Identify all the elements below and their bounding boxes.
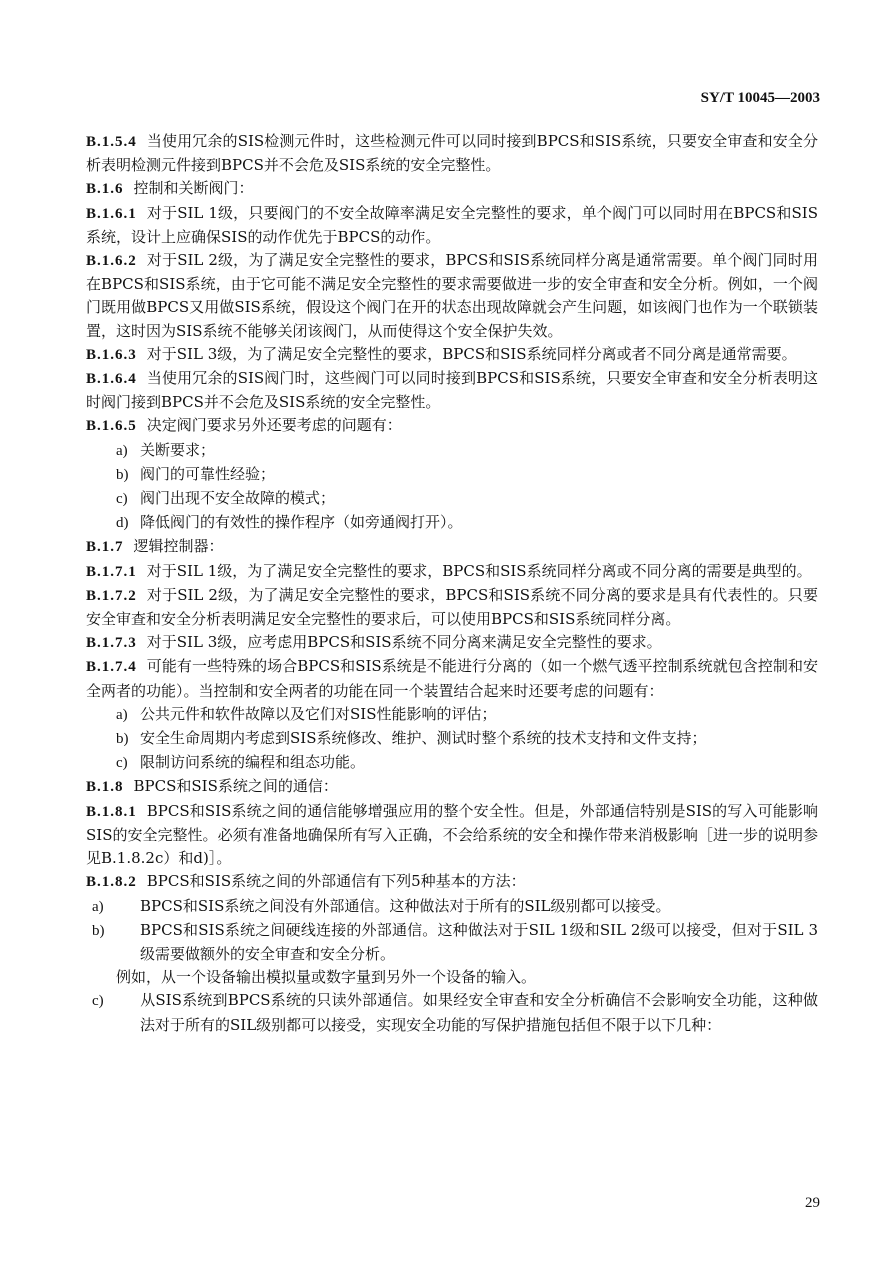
list-item (86, 463, 818, 487)
clause-text: 对于SIL 2级，为了满足安全完整性的要求，BPCS和SIS系统同样分离是通常需要。单个阀门同时用在BPCS和SIS系统，由于它可能不满足安全完整性的要求需要做进一步的安全审查和安全分析。例如，一个阀门既用做BPCS又用做SIS系统，假设这个阀门在开的状态出现故障就会产生问题，如该阀门也作为一个联锁装置，这时因为SIS系统不能够关闭该阀门，从而使得这个安全保护失效。 (86, 251, 818, 340)
clause-text: 逻辑控制器： (133, 537, 224, 556)
clause-b162 (86, 249, 818, 343)
clause-number: B.1.7.3 (86, 635, 137, 652)
list-item (86, 703, 818, 727)
document-body (86, 130, 818, 1037)
clause-number: B.1.8.1 (86, 803, 137, 820)
clause-text: 对于SIL 3级，应考虑用BPCS和SIS系统不同分离来满足安全完整性的要求。 (146, 633, 662, 652)
list-item (86, 511, 818, 535)
example-note (86, 966, 818, 989)
clause-b171 (86, 560, 818, 584)
clause-number: B.1.6 (86, 181, 124, 198)
clause-number: B.1.6.4 (86, 371, 137, 388)
clause-number: B.1.7.2 (86, 587, 137, 604)
list-item-text: BPCS和SIS系统之间硬线连接的外部通信。这种做法对于SIL 1级和SIL 2级可以接受，但对于SIL 3级需要做额外的安全审查和安全分析。 (140, 920, 818, 963)
clause-number: B.1.7 (86, 539, 124, 556)
list-item (86, 751, 818, 775)
list-item-text: 公共元件和软件故障以及它们对SIS性能影响的评估； (140, 704, 497, 723)
list-item-text: 关断要求； (140, 440, 216, 459)
list-item-text: 降低阀门的有效性的操作程序（如旁通阀打开）。 (140, 513, 463, 532)
clause-text: 对于SIL 1级，为了满足安全完整性的要求，BPCS和SIS系统同样分离或不同分离的需要是典型的。 (146, 561, 812, 580)
clause-text: 控制和关断阀门： (133, 179, 254, 198)
clause-b18 (86, 775, 818, 799)
list-item-text: 安全生命周期内考虑到SIS系统修改、维护、测试时整个系统的技术支持和文件支持； (140, 729, 707, 748)
list-marker: a) (116, 706, 128, 723)
list-marker: b) (116, 731, 129, 748)
clause-number: B.1.6.1 (86, 205, 137, 222)
list-marker: b) (116, 466, 129, 483)
clause-text: BPCS和SIS系统之间的通信： (133, 777, 338, 796)
clause-text: BPCS和SIS系统之间的通信能够增强应用的整个安全性。但是，外部通信特别是SIS的写入可能影响SIS的安全完整性。必须有准备地确保所有写入正确，不会给系统的安全和操作带来消极影响［进一步的说明参见B.1.8.2c）和d)］。 (86, 801, 818, 868)
clause-text: 决定阀门要求另外还要考虑的问题有： (146, 416, 402, 435)
clause-b154 (86, 130, 818, 177)
clause-b165 (86, 414, 818, 438)
clause-b161 (86, 202, 818, 249)
clause-text: 可能有一些特殊的场合BPCS和SIS系统是不能进行分离的（如一个燃气透平控制系统就包含控制和安全两者的功能）。当控制和安全两者的功能在同一个装置结合起来时还要考虑的问题有： (86, 657, 818, 700)
list-item (86, 727, 818, 751)
list-item (86, 919, 818, 966)
clause-b16 (86, 177, 818, 201)
list-item (86, 487, 818, 511)
list-item (86, 439, 818, 463)
list-marker: b) (92, 922, 105, 939)
list-item-text: BPCS和SIS系统之间没有外部通信。这种做法对于所有的SIL级别都可以接受。 (140, 896, 671, 915)
clause-number: B.1.6.2 (86, 253, 137, 270)
list-item-text: 阀门出现不安全故障的模式； (140, 489, 336, 508)
clause-text: 当使用冗余的SIS检测元件时，这些检测元件可以同时接到BPCS和SIS系统，只要安全审查和安全分析表明检测元件接到BPCS并不会危及SIS系统的安全完整性。 (86, 132, 818, 175)
list-marker: d) (116, 515, 129, 532)
clause-text: BPCS和SIS系统之间的外部通信有下列5种基本的方法： (146, 872, 526, 891)
list-marker: a) (92, 898, 104, 915)
clause-b17 (86, 535, 818, 559)
list-marker: a) (116, 442, 128, 459)
clause-number: B.1.8.2 (86, 874, 137, 891)
page-header: SY/T 10045—2003 (700, 90, 820, 106)
clause-text: 对于SIL 1级，只要阀门的不安全故障率满足安全完整性的要求，单个阀门可以同时用在BPCS和SIS系统，设计上应确保SIS的动作优先于BPCS的动作。 (86, 203, 818, 246)
clause-number: B.1.8 (86, 779, 124, 796)
clause-b163 (86, 343, 818, 367)
list-marker: c) (92, 993, 104, 1010)
list-marker: c) (116, 491, 128, 508)
list-item (86, 895, 818, 919)
list-item-text: 从SIS系统到BPCS系统的只读外部通信。如果经安全审查和安全分析确信不会影响安全功能，这种做法对于所有的SIL级别都可以接受，实现安全功能的写保护措施包括但不限于以下几种： (140, 991, 818, 1034)
clause-text: 对于SIL 2级，为了满足安全完整性的要求，BPCS和SIS系统不同分离的要求是具有代表性的。只要安全审查和安全分析表明满足安全完整性的要求后，可以使用BPCS和SIS系统同样分离。 (86, 585, 818, 629)
clause-number: B.1.6.3 (86, 346, 137, 363)
list-item-text: 限制访问系统的编程和组态功能。 (140, 753, 366, 772)
clause-text: 对于SIL 3级，为了满足安全完整性的要求，BPCS和SIS系统同样分离或者不同分离是通常需要。 (146, 344, 797, 363)
list-item-text: 阀门的可靠性经验； (140, 464, 276, 483)
clause-number: B.1.7.1 (86, 563, 137, 580)
clause-b181 (86, 800, 818, 871)
list-item (86, 989, 818, 1036)
clause-text: 当使用冗余的SIS阀门时，这些阀门可以同时接到BPCS和SIS系统，只要安全审查和安全分析表明这时阀门接到BPCS并不会危及SIS系统的安全完整性。 (86, 369, 818, 412)
page-number: 29 (805, 1195, 820, 1211)
example-text: 例如，从一个设备输出模拟量或数字量到另外一个设备的输入。 (116, 968, 537, 987)
clause-number: B.1.7.4 (86, 659, 137, 676)
clause-number: B.1.5.4 (86, 134, 137, 150)
clause-b182 (86, 870, 818, 894)
clause-b173 (86, 631, 818, 655)
list-marker: c) (116, 755, 128, 772)
clause-b164 (86, 367, 818, 414)
clause-b172 (86, 584, 818, 631)
clause-number: B.1.6.5 (86, 418, 137, 435)
clause-b174 (86, 655, 818, 702)
